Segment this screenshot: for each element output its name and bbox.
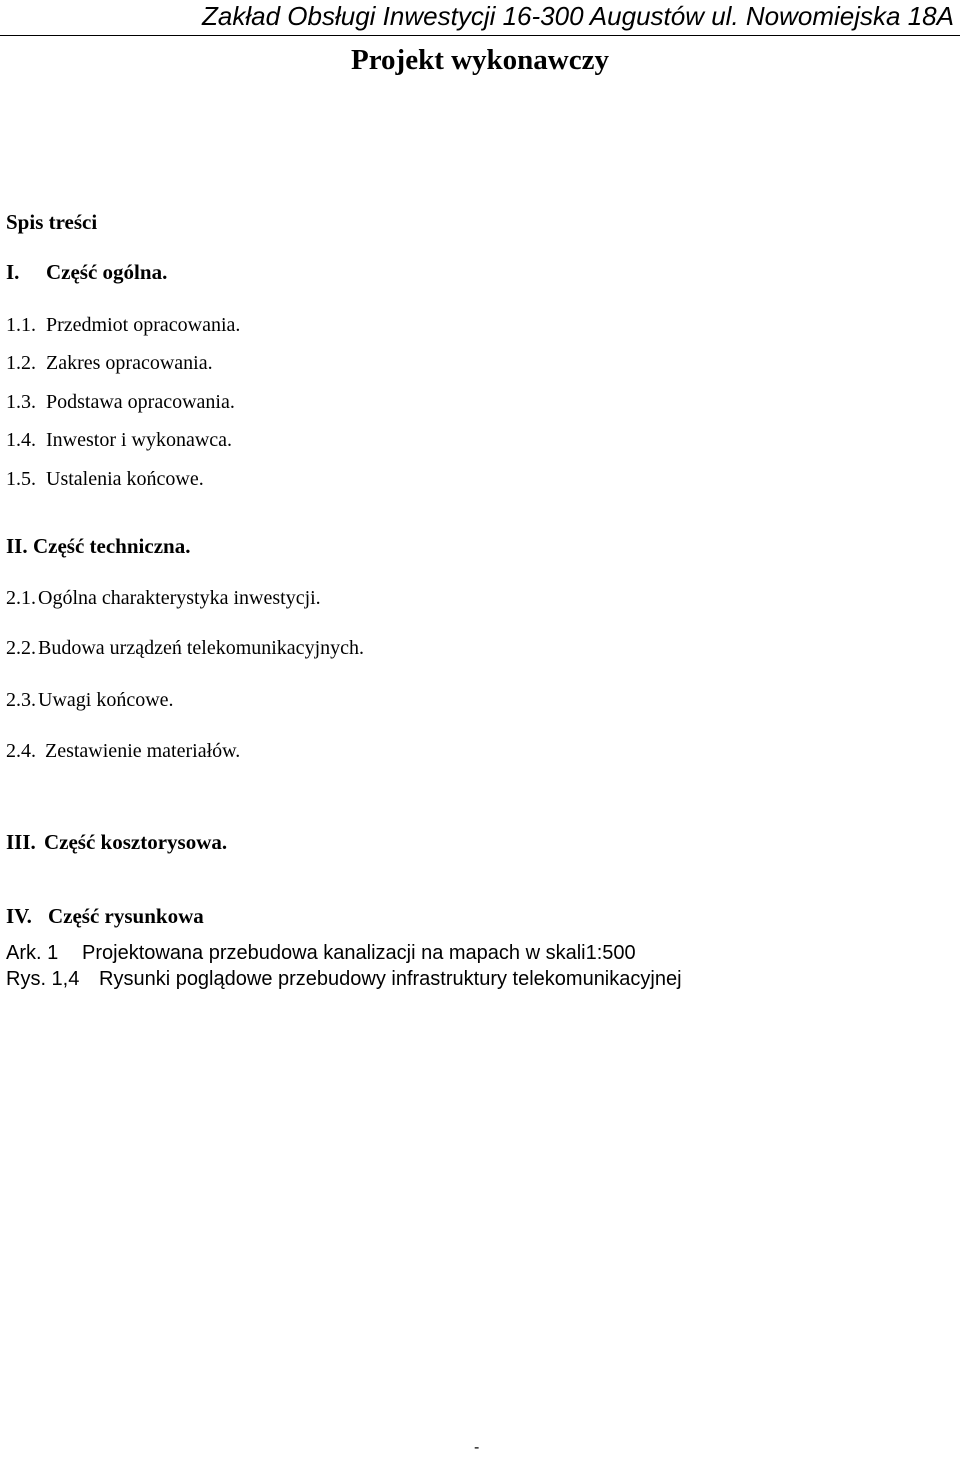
toc-item-number: 1.1. xyxy=(6,314,36,336)
toc-item-number: 1.3. xyxy=(6,391,36,413)
toc-item-2-1 xyxy=(6,584,321,612)
toc-section-2 xyxy=(6,532,190,560)
toc-drawing-rys-1-4 xyxy=(6,966,682,992)
toc-item-number: 2.1. xyxy=(6,587,36,609)
toc-item-label: Zakres opracowania. xyxy=(46,352,213,374)
toc-section-number: I. xyxy=(6,260,20,284)
toc-section-label: Część ogólna. xyxy=(46,260,168,284)
toc-item-number: 2.2. xyxy=(6,637,36,659)
page-header xyxy=(0,0,960,36)
toc-item-number: 1.4. xyxy=(6,429,36,451)
toc-drawing-label: Projektowana przebudowa kanalizacji na mapach w skali1:500 xyxy=(82,942,636,964)
toc-section-1 xyxy=(6,258,167,286)
toc-item-label: Przedmiot opracowania. xyxy=(46,314,241,336)
document-title: Projekt wykonawczy xyxy=(350,44,609,76)
toc-section-3 xyxy=(6,828,227,856)
toc-heading: Spis treści xyxy=(6,210,98,234)
toc-item-label: Budowa urządzeń telekomunikacyjnych. xyxy=(38,637,364,659)
toc-item-1-3 xyxy=(6,388,235,416)
toc-item-label: Uwagi końcowe. xyxy=(38,689,174,711)
toc-item-1-5 xyxy=(6,465,204,493)
toc-item-number: 2.3. xyxy=(6,689,36,711)
toc-drawing-number: Rys. 1,4 xyxy=(6,968,80,990)
header-text: Zakład Obsługi Inwestycji 16-300 Augustów ul. Nowomiejska 18A xyxy=(202,1,954,31)
toc-item-label: Podstawa opracowania. xyxy=(46,391,235,413)
toc-item-label: Zestawienie materiałów. xyxy=(45,740,241,762)
toc-drawing-ark-1 xyxy=(6,940,636,966)
toc-drawing-label: Rysunki poglądowe przebudowy infrastruktury telekomunikacyjnej xyxy=(99,968,682,990)
toc-item-2-3 xyxy=(6,686,174,714)
toc-section-4 xyxy=(6,902,204,930)
toc-item-number: 2.4. xyxy=(6,740,36,762)
toc-item-label: Inwestor i wykonawca. xyxy=(46,429,233,451)
toc-item-1-4 xyxy=(6,426,232,454)
toc-item-1-1 xyxy=(6,311,240,339)
toc-item-2-4 xyxy=(6,737,240,765)
toc-section-label: Część kosztorysowa. xyxy=(44,830,228,854)
toc-item-1-2 xyxy=(6,349,213,377)
page-number-mark: - xyxy=(474,1439,480,1456)
toc-section-number: IV. xyxy=(6,904,32,928)
toc-item-number: 1.5. xyxy=(6,468,36,490)
toc-item-number: 1.2. xyxy=(6,352,36,374)
toc-item-2-2 xyxy=(6,634,364,662)
toc-drawing-number: Ark. 1 xyxy=(6,942,59,964)
toc-section-number: III. xyxy=(6,830,36,854)
toc-section-label: Część techniczna. xyxy=(33,534,191,558)
toc-section-number: II. xyxy=(6,534,28,558)
toc-item-label: Ogólna charakterystyka inwestycji. xyxy=(38,587,321,609)
toc-section-label: Część rysunkowa xyxy=(48,904,204,928)
toc-item-label: Ustalenia końcowe. xyxy=(46,468,204,490)
